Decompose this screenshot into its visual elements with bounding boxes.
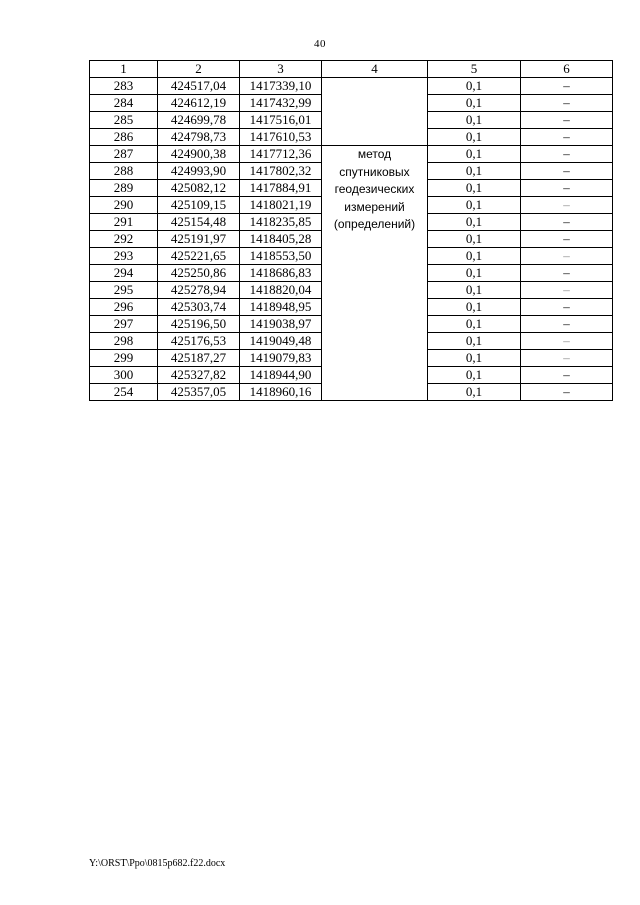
point-number-cell: 288 (90, 163, 158, 180)
note-cell: – (521, 282, 613, 299)
point-number-cell: 292 (90, 231, 158, 248)
note-cell: – (521, 299, 613, 316)
table-row (90, 146, 613, 163)
accuracy-cell: 0,1 (428, 214, 521, 231)
y-coordinate-cell: 1418553,50 (240, 248, 322, 265)
y-coordinate-cell: 1418948,95 (240, 299, 322, 316)
accuracy-cell: 0,1 (428, 248, 521, 265)
point-number-cell: 293 (90, 248, 158, 265)
y-coordinate-cell: 1418686,83 (240, 265, 322, 282)
x-coordinate-cell: 425196,50 (158, 316, 240, 333)
note-cell: – (521, 384, 613, 401)
method-line: измерений (344, 199, 405, 214)
accuracy-cell: 0,1 (428, 112, 521, 129)
x-coordinate-cell: 425303,74 (158, 299, 240, 316)
accuracy-cell: 0,1 (428, 367, 521, 384)
x-coordinate-cell: 425278,94 (158, 282, 240, 299)
x-coordinate-cell: 424612,19 (158, 95, 240, 112)
point-number-cell: 295 (90, 282, 158, 299)
note-cell: – (521, 333, 613, 350)
x-coordinate-cell: 425082,12 (158, 180, 240, 197)
x-coordinate-cell: 425109,15 (158, 197, 240, 214)
accuracy-cell: 0,1 (428, 95, 521, 112)
x-coordinate-cell: 425250,86 (158, 265, 240, 282)
x-coordinate-cell: 425191,97 (158, 231, 240, 248)
point-number-cell: 286 (90, 129, 158, 146)
accuracy-cell: 0,1 (428, 163, 521, 180)
point-number-cell: 290 (90, 197, 158, 214)
page-number: 40 (314, 38, 326, 50)
method-cell (322, 146, 428, 401)
accuracy-cell: 0,1 (428, 299, 521, 316)
note-cell: – (521, 78, 613, 95)
accuracy-cell: 0,1 (428, 316, 521, 333)
y-coordinate-cell: 1417884,91 (240, 180, 322, 197)
point-number-cell: 284 (90, 95, 158, 112)
point-number-cell: 298 (90, 333, 158, 350)
note-cell: – (521, 231, 613, 248)
note-cell: – (521, 163, 613, 180)
header-col-6: 6 (521, 61, 613, 78)
x-coordinate-cell: 424699,78 (158, 112, 240, 129)
header-col-3: 3 (240, 61, 322, 78)
x-coordinate-cell: 425154,48 (158, 214, 240, 231)
x-coordinate-cell: 425187,27 (158, 350, 240, 367)
accuracy-cell: 0,1 (428, 129, 521, 146)
method-line: метод (357, 147, 392, 161)
point-number-cell: 299 (90, 350, 158, 367)
y-coordinate-cell: 1418021,19 (240, 197, 322, 214)
accuracy-cell: 0,1 (428, 231, 521, 248)
x-coordinate-cell: 424798,73 (158, 129, 240, 146)
table-header-row (90, 61, 613, 78)
note-cell: – (521, 180, 613, 197)
point-number-cell: 291 (90, 214, 158, 231)
note-cell: – (521, 316, 613, 333)
header-col-2: 2 (158, 61, 240, 78)
y-coordinate-cell: 1417712,36 (240, 146, 322, 163)
point-number-cell: 300 (90, 367, 158, 384)
note-cell: – (521, 95, 613, 112)
empty-method-cell (322, 78, 428, 146)
x-coordinate-cell: 425176,53 (158, 333, 240, 350)
table-body (90, 78, 613, 401)
accuracy-cell: 0,1 (428, 265, 521, 282)
point-number-cell: 297 (90, 316, 158, 333)
header-col-4: 4 (322, 61, 428, 78)
note-cell: – (521, 248, 613, 265)
header-col-1: 1 (90, 61, 158, 78)
accuracy-cell: 0,1 (428, 282, 521, 299)
method-line: спутниковых (339, 164, 410, 179)
accuracy-cell: 0,1 (428, 197, 521, 214)
y-coordinate-cell: 1417516,01 (240, 112, 322, 129)
note-cell: – (521, 112, 613, 129)
x-coordinate-cell: 424517,04 (158, 78, 240, 95)
method-line: (определений) (333, 217, 416, 231)
note-cell: – (521, 146, 613, 163)
table-row (90, 78, 613, 95)
y-coordinate-cell: 1417339,10 (240, 78, 322, 95)
x-coordinate-cell: 425327,82 (158, 367, 240, 384)
header-col-5: 5 (428, 61, 521, 78)
note-cell: – (521, 214, 613, 231)
point-number-cell: 296 (90, 299, 158, 316)
y-coordinate-cell: 1419079,83 (240, 350, 322, 367)
point-number-cell: 254 (90, 384, 158, 401)
y-coordinate-cell: 1418944,90 (240, 367, 322, 384)
note-cell: – (521, 197, 613, 214)
y-coordinate-cell: 1417610,53 (240, 129, 322, 146)
y-coordinate-cell: 1419049,48 (240, 333, 322, 350)
point-number-cell: 283 (90, 78, 158, 95)
accuracy-cell: 0,1 (428, 384, 521, 401)
note-cell: – (521, 350, 613, 367)
accuracy-cell: 0,1 (428, 350, 521, 367)
note-cell: – (521, 265, 613, 282)
method-line: геодезических (334, 182, 415, 196)
note-cell: – (521, 129, 613, 146)
accuracy-cell: 0,1 (428, 333, 521, 350)
accuracy-cell: 0,1 (428, 180, 521, 197)
x-coordinate-cell: 424900,38 (158, 146, 240, 163)
x-coordinate-cell: 425221,65 (158, 248, 240, 265)
coordinates-table (89, 60, 613, 401)
point-number-cell: 287 (90, 146, 158, 163)
accuracy-cell: 0,1 (428, 78, 521, 95)
point-number-cell: 285 (90, 112, 158, 129)
y-coordinate-cell: 1417802,32 (240, 163, 322, 180)
y-coordinate-cell: 1419038,97 (240, 316, 322, 333)
y-coordinate-cell: 1418405,28 (240, 231, 322, 248)
footer-file-path: Y:\ORST\Ppo\0815p682.f22.docx (89, 858, 226, 869)
y-coordinate-cell: 1418235,85 (240, 214, 322, 231)
y-coordinate-cell: 1417432,99 (240, 95, 322, 112)
point-number-cell: 289 (90, 180, 158, 197)
point-number-cell: 294 (90, 265, 158, 282)
accuracy-cell: 0,1 (428, 146, 521, 163)
y-coordinate-cell: 1418960,16 (240, 384, 322, 401)
y-coordinate-cell: 1418820,04 (240, 282, 322, 299)
note-cell: – (521, 367, 613, 384)
x-coordinate-cell: 425357,05 (158, 384, 240, 401)
x-coordinate-cell: 424993,90 (158, 163, 240, 180)
